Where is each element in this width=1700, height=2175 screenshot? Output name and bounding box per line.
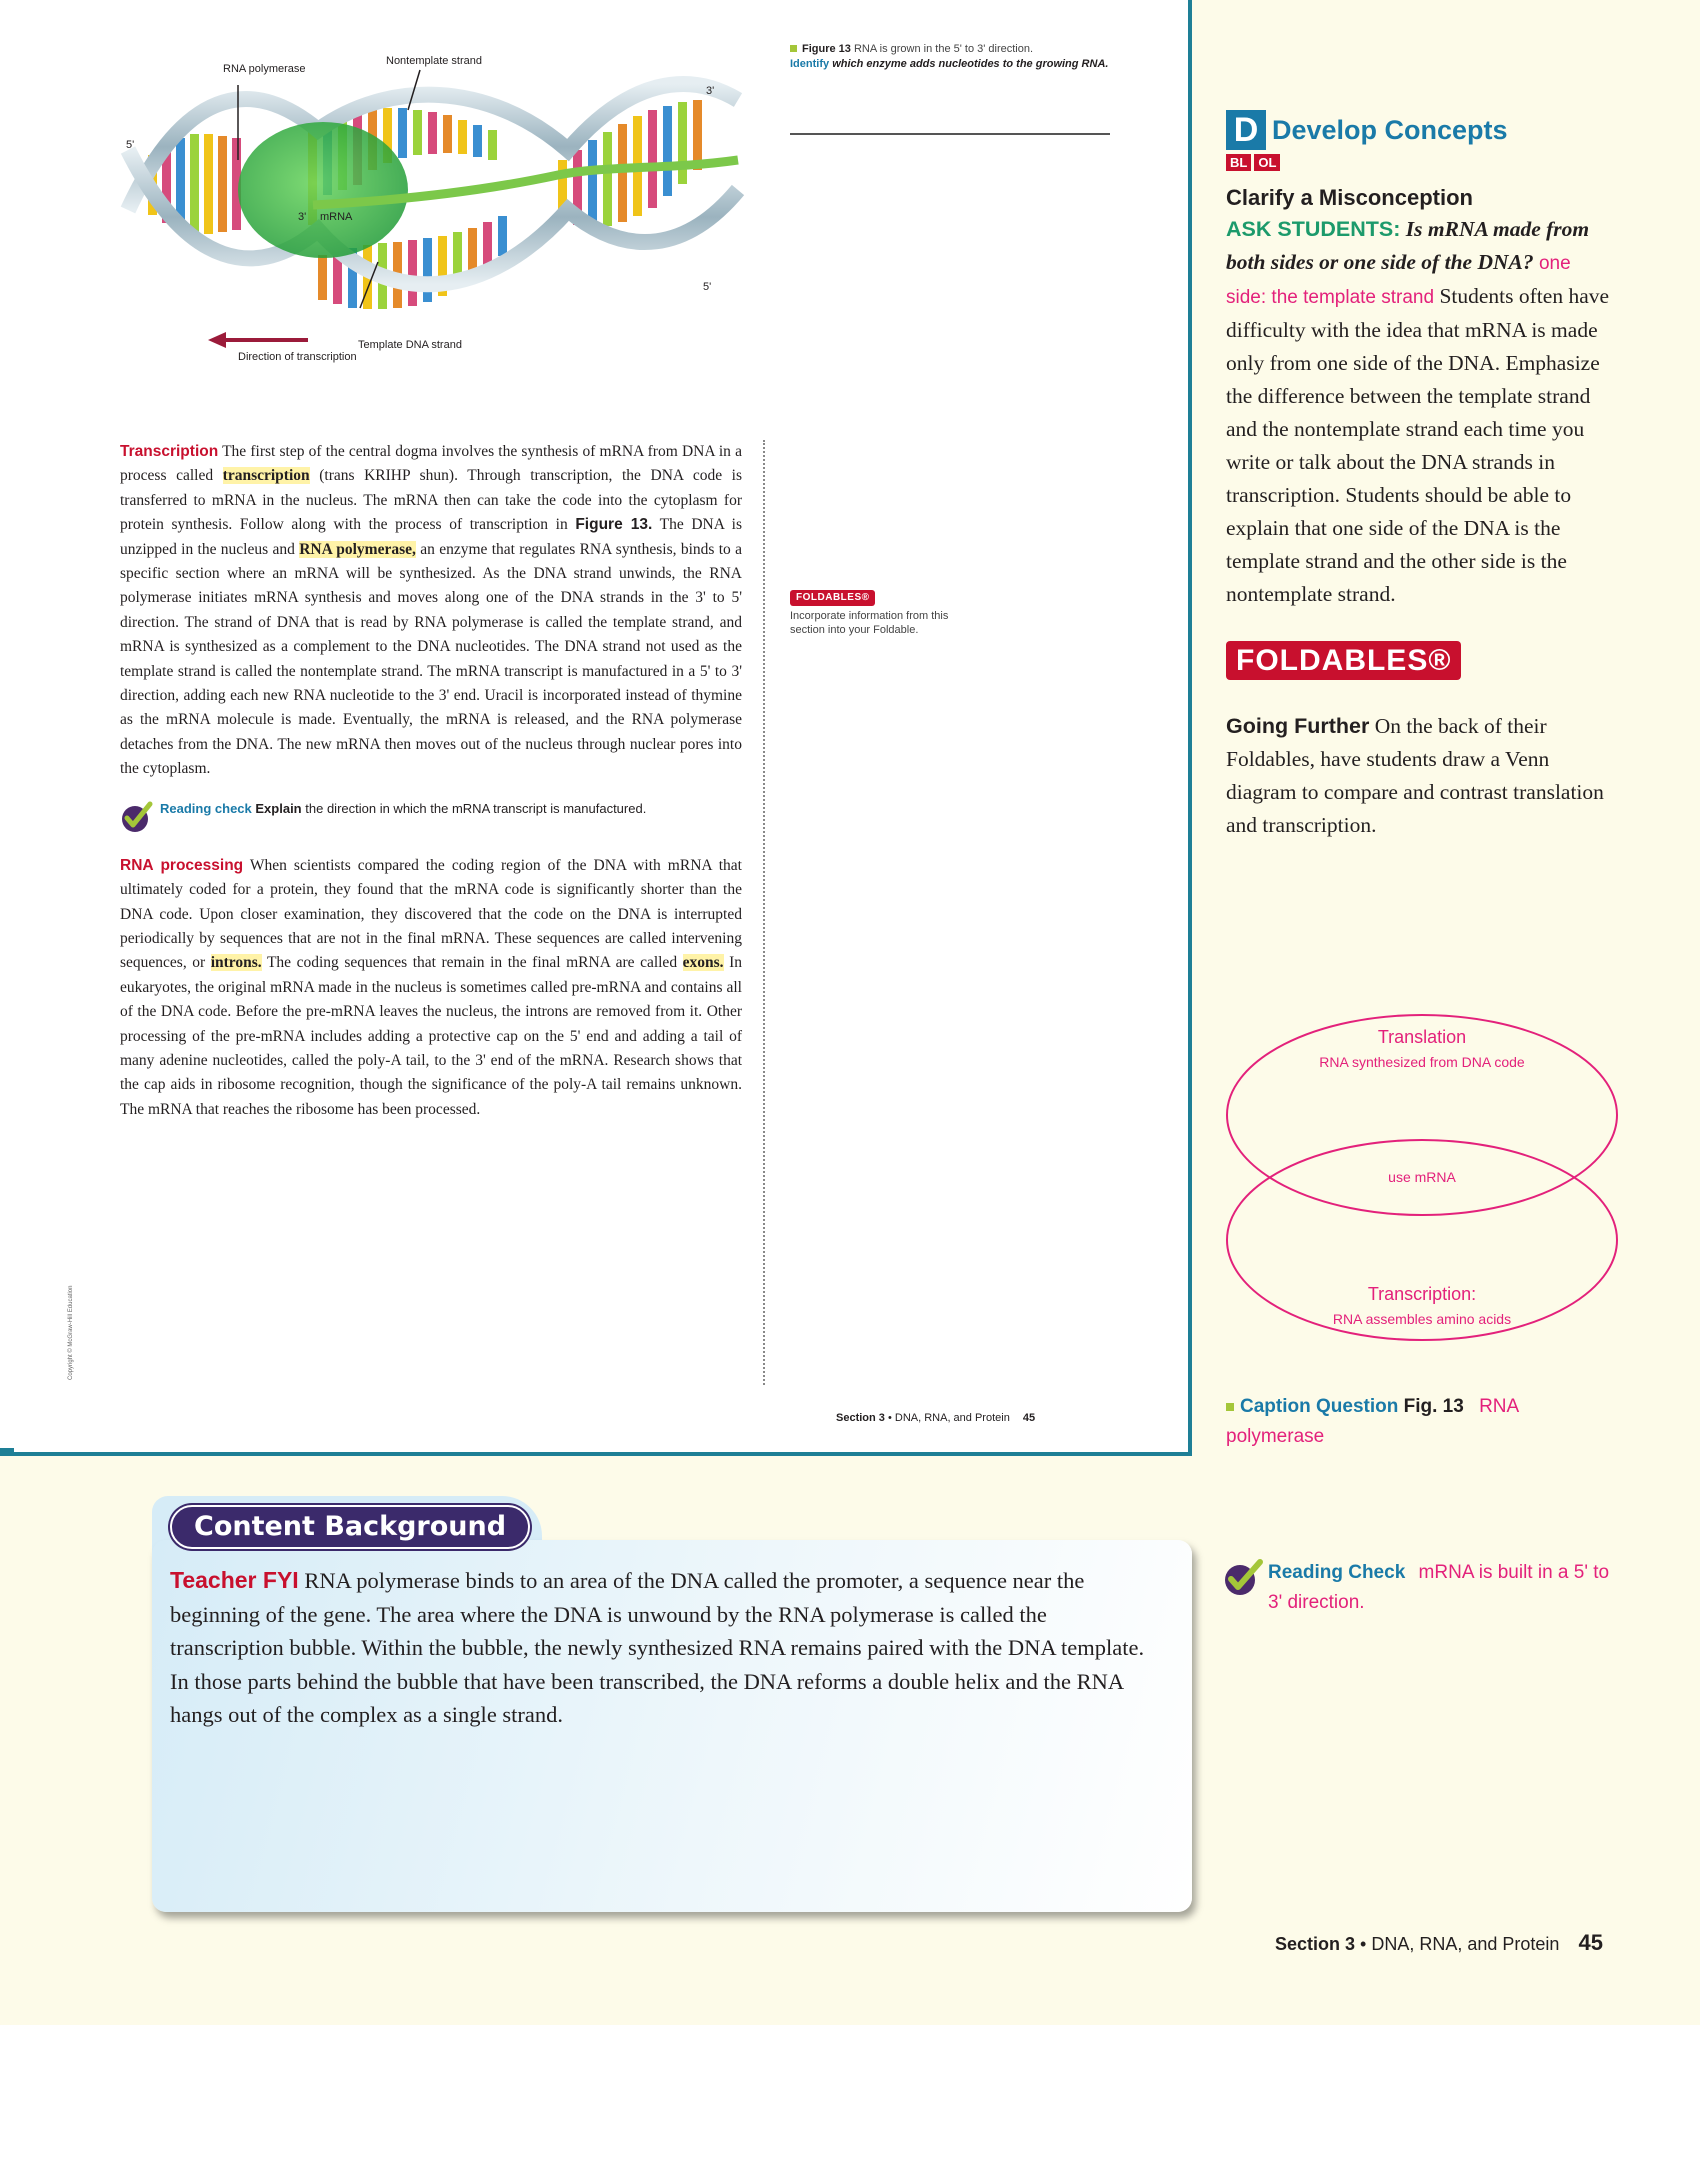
venn-middle: use mRNA bbox=[1388, 1169, 1456, 1185]
footer-section: Section 3 bbox=[836, 1412, 885, 1424]
vocab-exons: exons. bbox=[682, 954, 724, 972]
clarify-heading: Clarify a Misconception bbox=[1226, 185, 1473, 210]
processing-text-3: In eukaryotes, the original mRNA made in the nucleus is sometimes called pre-mRNA and contains all of the DNA code. Before the pre-mRNA leaves the nucleus, the introns are removed from it. Other processing of the pre-mRNA includes adding a protective cap on the 5' end and adding a tail of many adenine nucleotides, called the poly-A tail, to the 3' end of the mRNA. Research shows that the cap aids in ribosome recognition, though the significance of the poly-A tail remains unknown. The mRNA that reaches the ribosome has been processed. bbox=[120, 954, 743, 1118]
rna-polymerase-shape bbox=[238, 122, 408, 258]
reading-check bbox=[120, 800, 742, 834]
transcription-text-1: The first step of the central dogma involves the synthesis of mRNA from DNA in a process called bbox=[120, 443, 742, 485]
identify-label: Identify bbox=[790, 58, 830, 70]
foldables-pill: FOLDABLES® bbox=[790, 590, 875, 606]
caption-rule bbox=[790, 133, 1110, 135]
ask-students-question: Is mRNA made from both sides or one side of the DNA? bbox=[1226, 217, 1590, 274]
reading-check-answer-icon bbox=[1222, 1558, 1268, 1598]
venn-bottom-sub: RNA assembles amino acids bbox=[1332, 1311, 1512, 1327]
figure-caption bbox=[790, 42, 1110, 72]
label-3prime-mrna: 3' bbox=[298, 211, 307, 223]
reading-check-label: Reading check bbox=[160, 800, 252, 816]
tag-ol: OL bbox=[1254, 154, 1280, 171]
content-background-title: Content Background bbox=[170, 1505, 530, 1549]
reading-check-icon bbox=[120, 800, 154, 834]
develop-concepts-title: Develop Concepts bbox=[1272, 114, 1508, 145]
reading-check-explain: Explain bbox=[255, 800, 302, 816]
teacher-fyi-label: Teacher FYI bbox=[170, 1567, 299, 1593]
figure-label: Figure 13 bbox=[802, 43, 851, 55]
processing-text-2: The coding sequences that remain in the final mRNA are called bbox=[266, 954, 678, 972]
foldables-sidebar bbox=[790, 590, 960, 637]
transcription-text-2: (trans KRIHP shun). Through transcription, the DNA code is transferred to mRNA in the nucleus. The mRNA then can take the code into the cytoplasm for protein synthesis. Follow along with the process of transcription in bbox=[120, 467, 743, 534]
develop-concepts-header bbox=[1226, 110, 1616, 150]
venn-diagram bbox=[1222, 1010, 1622, 1350]
tag-bl: BL bbox=[1226, 154, 1251, 171]
bottom-footer-section: Section 3 bbox=[1275, 1934, 1356, 1954]
bottom-footer-page: 45 bbox=[1578, 1930, 1603, 1955]
caption-question-bullet bbox=[1226, 1403, 1234, 1411]
figure-reference: Figure 13. bbox=[575, 516, 653, 534]
ask-students-answer: one side: the template strand bbox=[1226, 253, 1571, 308]
vocab-rna-polymerase: RNA polymerase, bbox=[299, 540, 416, 558]
content-background-text bbox=[170, 1564, 1160, 1732]
label-direction: Direction of transcription bbox=[238, 351, 357, 363]
venn-top-sub: RNA synthesized from DNA code bbox=[1319, 1054, 1525, 1070]
vocab-transcription: transcription bbox=[222, 467, 310, 485]
venn-bottom-title: Transcription: bbox=[1367, 1284, 1477, 1304]
page-border-tick bbox=[0, 1448, 14, 1454]
foldables-sidebar-text: Incorporate information from this section into your Foldable. bbox=[790, 610, 949, 636]
processing-heading: RNA processing bbox=[120, 856, 244, 874]
reading-check-answer-text: mRNA is built in a 5' to 3' direction. bbox=[1268, 1562, 1610, 1613]
transcription-heading: Transcription bbox=[120, 443, 219, 460]
transcription-diagram bbox=[128, 40, 738, 390]
label-5prime-left: 5' bbox=[126, 139, 135, 151]
going-further-text: On the back of their Foldables, have students draw a Venn diagram to compare and contrast translation and transcription. bbox=[1226, 714, 1604, 837]
label-3prime-top: 3' bbox=[706, 85, 715, 97]
reading-check-text: the direction in which the mRNA transcript is manufactured. bbox=[305, 800, 647, 816]
going-further-label: Going Further bbox=[1226, 714, 1370, 738]
transcription-paragraph bbox=[120, 440, 742, 782]
vocab-introns: introns. bbox=[210, 954, 262, 972]
identify-text: which enzyme adds nucleotides to the growing RNA. bbox=[832, 58, 1109, 70]
processing-paragraph bbox=[120, 854, 742, 1122]
bottom-footer-title: • DNA, RNA, and Protein bbox=[1360, 1934, 1560, 1954]
teacher-notes bbox=[1226, 110, 1616, 842]
caption-question-fig: Fig. 13 bbox=[1403, 1396, 1464, 1417]
label-rna-polymerase: RNA polymerase bbox=[223, 63, 306, 75]
caption-question-label: Caption Question bbox=[1240, 1396, 1399, 1417]
teacher-page-footer bbox=[1275, 1930, 1603, 1956]
venn-top-title: Translation bbox=[1377, 1027, 1467, 1047]
label-nontemplate: Nontemplate strand bbox=[386, 55, 482, 67]
d-icon: D bbox=[1226, 110, 1266, 150]
main-body-text bbox=[120, 440, 742, 1122]
label-mrna: mRNA bbox=[320, 211, 353, 223]
reading-check-answer bbox=[1222, 1558, 1622, 1618]
processing-text-1: When scientists compared the coding region of the DNA with mRNA that ultimately coded for a protein, they found that the mRNA code is significantly shorter than the DNA code. Upon closer examination, they discovered that the code on the DNA is interrupted periodically by sequences that are not in the final mRNA. These sequences are called intervening sequences, or bbox=[120, 856, 742, 972]
level-tags bbox=[1226, 154, 1616, 171]
caption-question-answer: RNA polymerase bbox=[1226, 1396, 1519, 1447]
caption-bullet bbox=[790, 45, 797, 52]
foldables-logo: FOLDABLES® bbox=[1226, 641, 1461, 680]
student-page bbox=[0, 0, 1192, 1456]
transcription-text-4: an enzyme that regulates RNA synthesis, binds to a specific section where an mRNA will be synthesized. As the DNA strand unwinds, the RNA polymerase initiates mRNA synthesis and moves along one of the DNA strands in the 3' to 5' direction. The strand of DNA that is read by RNA polymerase is called the template strand, and mRNA is synthesized as a complement to the DNA nucleotides. The DNA strand not used as the template strand is called the nontemplate strand. The mRNA transcript is manufactured in a 5' to 3' direction, adding each new RNA nucleotide to the 3' end. Uracil is incorporated instead of thymine as the mRNA molecule is made. Eventually, the mRNA is released, and the RNA polymerase detaches from the DNA. The new mRNA then moves out of the nucleus through nuclear pores into the cytoplasm. bbox=[120, 540, 743, 778]
caption-question bbox=[1226, 1392, 1616, 1452]
ask-students-label: ASK STUDENTS: bbox=[1226, 217, 1401, 241]
column-divider bbox=[763, 440, 765, 1385]
ask-students-block bbox=[1226, 213, 1616, 611]
copyright: Copyright © McGraw-Hill Education bbox=[68, 1285, 74, 1380]
teacher-fyi-text: RNA polymerase binds to an area of the DNA called the promoter, a sequence near the beginning of the gene. The area where the DNA is unwound by the RNA polymerase is called the transcription bubble. Within the bubble, the newly synthesized RNA remains paired with the DNA template. In those parts behind the bubble that have been transcribed, the DNA reforms a double helix and the RNA hangs out of the complex as a single strand. bbox=[170, 1568, 1145, 1727]
footer-title: • DNA, RNA, and Protein bbox=[887, 1412, 1010, 1424]
reading-check-answer-label: Reading Check bbox=[1268, 1562, 1406, 1583]
ask-students-body: Students often have difficulty with the idea that mRNA is made only from one side of the DNA. Emphasize the difference between the template strand and the nontemplate strand each time you write or talk about the DNA strands in transcription. Students should be able to explain that one side of the DNA is the template strand and the other side is the nontemplate strand. bbox=[1226, 284, 1610, 606]
transcription-text-3: The DNA is unzipped in the nucleus and bbox=[120, 516, 742, 558]
student-page-footer bbox=[836, 1412, 1035, 1424]
figure-caption-text: RNA is grown in the 5' to 3' direction. bbox=[853, 43, 1034, 55]
label-5prime-right: 5' bbox=[703, 281, 712, 293]
footer-page: 45 bbox=[1022, 1412, 1036, 1424]
going-further-block bbox=[1226, 710, 1616, 842]
label-template: Template DNA strand bbox=[358, 339, 462, 351]
